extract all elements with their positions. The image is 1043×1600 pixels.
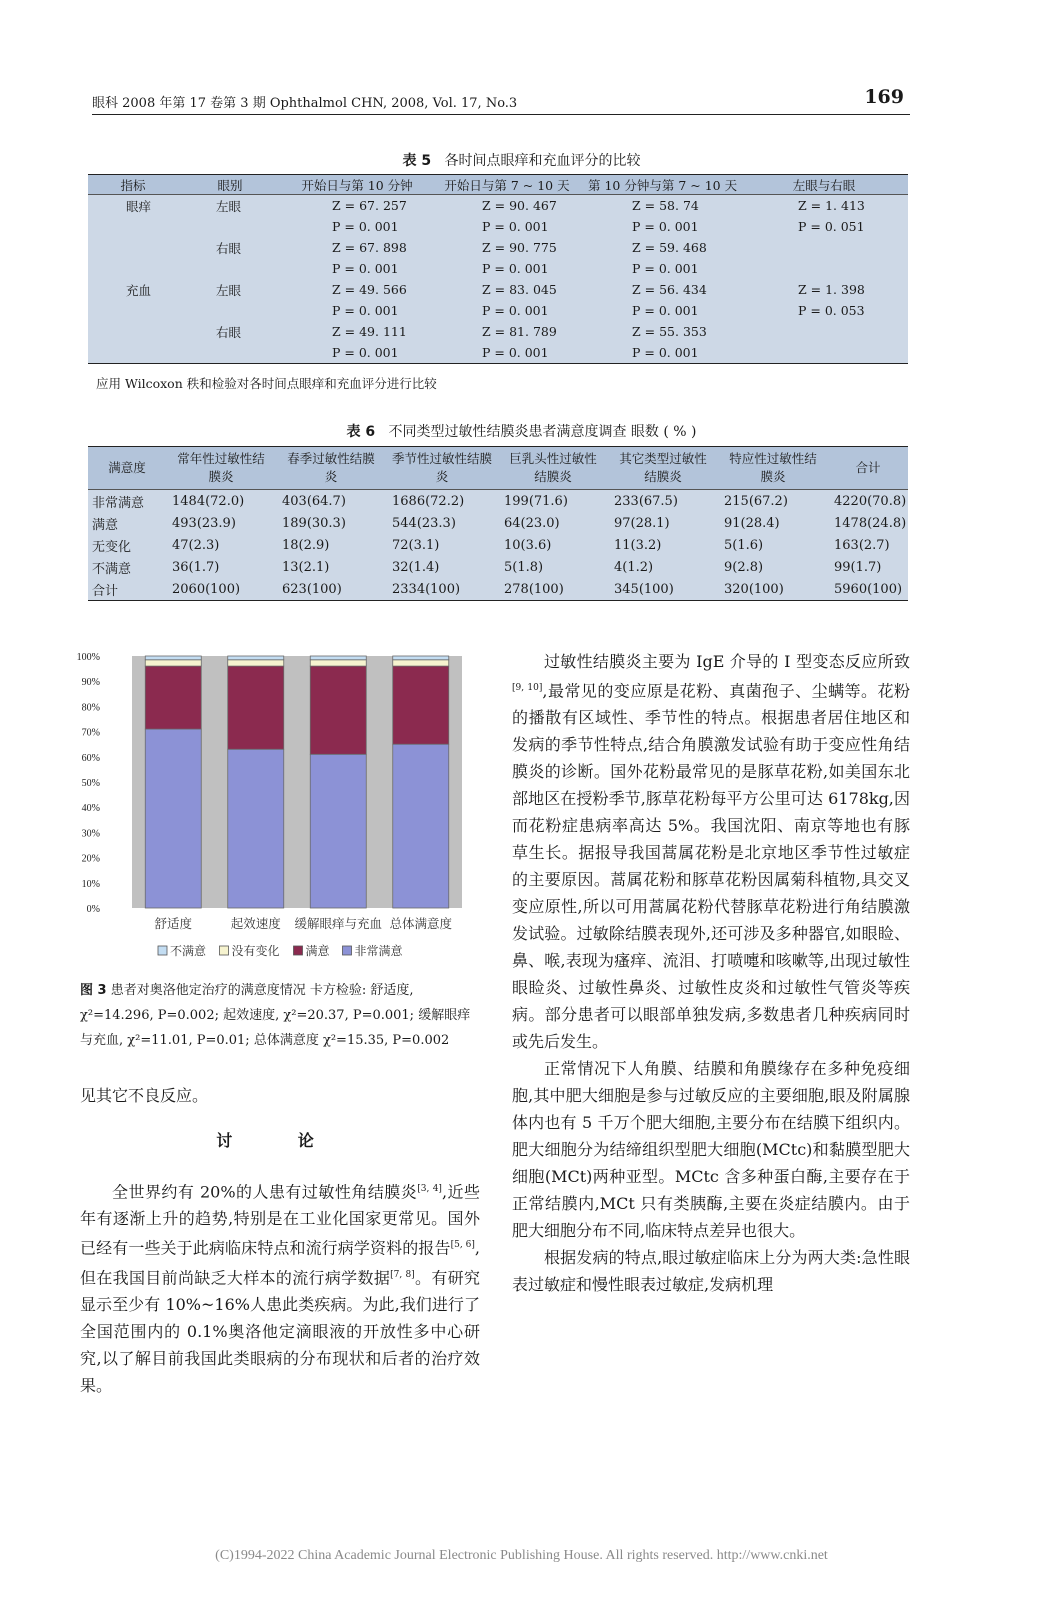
paragraph: 正常情况下人角膜、结膜和角膜缘存在多种免疫细胞,其中肥大细胞是参与过敏反应的主要细胞,眼及附属腺体内也有 5 千万个肥大细胞,主要分布在结膜下组织内。肥大细胞分为结缔组织型肥大细胞(MCtc)和黏膜型肥大细胞(MCt)两种亚型。MCtc 含多种蛋白酶,主要存在于正常结膜内,MCt 只有类胰酶,主要在炎症结膜内。由于肥大细胞分布不同,临床特点差异也很大。 bbox=[512, 1059, 910, 1241]
table6-col-header: 合计 bbox=[828, 447, 908, 490]
table6-cell: 10(3.6) bbox=[504, 537, 552, 553]
x-tick-label: 缓解眼痒与充血 bbox=[294, 916, 383, 931]
table5-row bbox=[88, 195, 908, 217]
table5-cell bbox=[740, 321, 908, 342]
table5-cell: P = 0. 001 bbox=[632, 303, 699, 318]
table5 bbox=[88, 174, 908, 364]
table5-header-row bbox=[88, 175, 908, 195]
figure3-label: 图 3 bbox=[80, 983, 107, 998]
legend-label: 非常满意 bbox=[354, 944, 403, 958]
table5-cell: P = 0. 053 bbox=[798, 303, 865, 318]
table5-cell: Z = 67. 898 bbox=[332, 240, 407, 255]
table6-cell: 163(2.7) bbox=[834, 537, 890, 553]
table5-cell: 右眼 bbox=[216, 324, 242, 340]
table6-cell: 1484(72.0) bbox=[172, 493, 245, 509]
table6-cell: 1686(72.2) bbox=[392, 493, 465, 509]
table6-cell: 无变化 bbox=[92, 539, 132, 555]
y-tick-label: 60% bbox=[81, 752, 100, 764]
bar-segment-不满意 bbox=[310, 656, 366, 660]
table5-cell: 充血 bbox=[126, 282, 152, 298]
y-tick-label: 70% bbox=[81, 727, 100, 739]
table5-col-header: 第 10 分钟与第 7 ~ 10 天 bbox=[582, 175, 740, 195]
table6-cell: 320(100) bbox=[718, 578, 828, 601]
table5-cell: Z = 1. 398 bbox=[798, 282, 865, 297]
citation: [7, 8] bbox=[390, 1269, 415, 1280]
y-tick-label: 100% bbox=[76, 652, 100, 663]
table5-cell bbox=[740, 342, 908, 364]
table5-col-header: 指标 bbox=[88, 175, 178, 195]
table5-cell: P = 0. 051 bbox=[798, 219, 865, 234]
table6-cell: 493(23.9) bbox=[172, 515, 236, 531]
bar-segment-不满意 bbox=[393, 656, 449, 660]
table5-cell: Z = 49. 566 bbox=[332, 282, 407, 297]
figure3-caption bbox=[80, 978, 476, 1053]
table5-label: 表 5 bbox=[402, 153, 432, 169]
paragraph: 根据发病的特点,眼过敏症临床上分为两大类:急性眼表过敏症和慢性眼表过敏症,发病机理 bbox=[512, 1248, 910, 1295]
table5-cell: P = 0. 001 bbox=[582, 342, 740, 364]
table6-cell: 403(64.7) bbox=[282, 493, 346, 509]
bar-segment-没有变化 bbox=[228, 660, 284, 666]
bar-segment-没有变化 bbox=[310, 660, 366, 666]
table5-cell bbox=[178, 300, 282, 321]
legend-label: 满意 bbox=[305, 944, 330, 958]
y-tick-label: 50% bbox=[81, 778, 100, 789]
bar-segment-不满意 bbox=[145, 656, 201, 660]
table6-col-header: 巨乳头性过敏性结膜炎 bbox=[498, 447, 608, 490]
table5-cell bbox=[88, 342, 178, 364]
x-tick-label: 起效速度 bbox=[230, 916, 281, 931]
bar-segment-不满意 bbox=[228, 656, 284, 660]
table5-cell bbox=[740, 258, 908, 279]
table6-cell: 9(2.8) bbox=[724, 559, 764, 575]
table5-cell: Z = 81. 789 bbox=[482, 324, 557, 339]
y-tick-label: 10% bbox=[81, 878, 100, 890]
table5-cell: P = 0. 001 bbox=[332, 261, 399, 276]
running-head: 眼科 2008 年第 17 卷第 3 期 Ophthalmol CHN, 2008, Vol. 17, No.3 bbox=[92, 96, 518, 111]
table6-col-header: 春季过敏性结膜炎 bbox=[276, 447, 386, 490]
figure3-caption-text: 患者对奥洛他定治疗的满意度情况 卡方检验: 舒适度, χ²=14.296, P=0.002; 起效速度, χ²=20.37, P=0.001; 缓解眼痒与充血, χ²=11.01, P=0.01; 总体满意度 χ²=15.35, P=0.002 bbox=[80, 983, 471, 1048]
table5-row bbox=[88, 300, 908, 321]
y-tick-label: 80% bbox=[81, 702, 100, 714]
table5-cell: Z = 49. 111 bbox=[332, 324, 407, 339]
paragraph: 全世界约有 20%的人患有过敏性角结膜炎[3, 4],近些年有逐渐上升的趋势,特别是在工业化国家更常见。国外已经有一些关于此病临床特点和流行病学资料的报告[5, 6],但在我国目前尚缺乏大样本的流行病学数据[7, 8]。有研究显示至少有 10%~16%人患此类疾病。为此,我们进行了全国范围内的 0.1%奥洛他定滴眼液的开放性多中心研究,以了解目前我国此类眼病的分布现状和后者的治疗效果。 bbox=[80, 1182, 480, 1395]
table6-cell: 不满意 bbox=[92, 561, 132, 577]
table5-cell: Z = 56. 434 bbox=[632, 282, 707, 297]
table5-col-header: 眼别 bbox=[178, 175, 282, 195]
table6-cell: 4(1.2) bbox=[614, 559, 654, 575]
table5-cell bbox=[178, 258, 282, 279]
table6-cell: 非常满意 bbox=[92, 495, 145, 511]
table6-label: 表 6 bbox=[346, 424, 376, 440]
table5-cell: 左眼 bbox=[216, 282, 242, 298]
table5-col-header: 开始日与第 7 ~ 10 天 bbox=[432, 175, 582, 195]
legend-swatch bbox=[220, 946, 229, 955]
legend-swatch bbox=[343, 946, 352, 955]
table6-cell: 18(2.9) bbox=[282, 537, 330, 553]
table5-title: 各时间点眼痒和充血评分的比较 bbox=[444, 153, 641, 169]
table6-col-header: 其它类型过敏性结膜炎 bbox=[608, 447, 718, 490]
table6-cell: 4220(70.8) bbox=[834, 493, 907, 509]
y-tick-label: 40% bbox=[81, 803, 100, 815]
table6-col-header: 特应性过敏性结膜炎 bbox=[718, 447, 828, 490]
table5-cell: Z = 59. 468 bbox=[632, 240, 707, 255]
table6-cell: 11(3.2) bbox=[614, 537, 662, 553]
legend-swatch bbox=[294, 946, 303, 955]
table6-row bbox=[88, 490, 908, 513]
table5-cell: Z = 90. 775 bbox=[482, 240, 557, 255]
table5-cell: Z = 58. 74 bbox=[632, 198, 699, 213]
table6-cell: 189(30.3) bbox=[282, 515, 346, 531]
table6-cell: 544(23.3) bbox=[392, 515, 456, 531]
table5-cell bbox=[88, 216, 178, 237]
table6-row bbox=[88, 578, 908, 601]
y-tick-label: 90% bbox=[81, 677, 100, 689]
table5-cell: P = 0. 001 bbox=[482, 219, 549, 234]
table5-row bbox=[88, 321, 908, 342]
table5-cell: Z = 55. 353 bbox=[632, 324, 707, 339]
table6-cell: 32(1.4) bbox=[392, 559, 440, 575]
table5-row bbox=[88, 279, 908, 300]
table5-cell: P = 0. 001 bbox=[432, 342, 582, 364]
table6-cell: 278(100) bbox=[498, 578, 608, 601]
table5-col-header: 开始日与第 10 分钟 bbox=[282, 175, 432, 195]
table5-row bbox=[88, 216, 908, 237]
table5-cell: P = 0. 001 bbox=[632, 261, 699, 276]
bar-segment-非常满意 bbox=[393, 744, 449, 908]
running-header bbox=[92, 86, 910, 115]
table6-caption bbox=[0, 421, 1043, 441]
table5-cell: 眼痒 bbox=[126, 198, 152, 214]
table6-cell: 5960(100) bbox=[828, 578, 908, 601]
table6-col-header: 常年性过敏性结膜炎 bbox=[166, 447, 276, 490]
table6-cell: 199(71.6) bbox=[504, 493, 568, 509]
table6-cell: 合计 bbox=[88, 578, 166, 601]
bar-segment-满意 bbox=[145, 666, 201, 729]
table5-cell: 右眼 bbox=[216, 240, 242, 256]
table6-cell: 97(28.1) bbox=[614, 515, 670, 531]
bar-segment-满意 bbox=[228, 666, 284, 749]
table6-cell: 13(2.1) bbox=[282, 559, 330, 575]
table5-cell: P = 0. 001 bbox=[332, 303, 399, 318]
legend-label: 不满意 bbox=[170, 944, 207, 958]
table5-cell bbox=[88, 237, 178, 258]
table6-cell: 215(67.2) bbox=[724, 493, 788, 509]
citation: [9, 10] bbox=[512, 683, 543, 693]
table6-cell: 5(1.8) bbox=[504, 559, 544, 575]
table6-cell: 47(2.3) bbox=[172, 537, 220, 553]
table5-cell: P = 0. 001 bbox=[632, 219, 699, 234]
table5-note: 应用 Wilcoxon 秩和检验对各时间点眼痒和充血评分进行比较 bbox=[96, 376, 437, 391]
table5-cell: Z = 90. 467 bbox=[482, 198, 557, 213]
table5-caption bbox=[0, 150, 1043, 170]
table5-cell bbox=[178, 342, 282, 364]
page-number: 169 bbox=[864, 86, 904, 108]
bar-segment-没有变化 bbox=[393, 660, 449, 666]
table5-cell: P = 0. 001 bbox=[282, 342, 432, 364]
table6-col-header: 满意度 bbox=[88, 447, 166, 490]
table5-col-header: 左眼与右眼 bbox=[740, 175, 908, 195]
copyright-footer: (C)1994-2022 China Academic Journal Electronic Publishing House. All rights reserved. http://www.cnki.net bbox=[215, 1548, 828, 1563]
table6-cell: 36(1.7) bbox=[172, 559, 220, 575]
table5-row bbox=[88, 258, 908, 279]
figure3-chart bbox=[72, 648, 472, 968]
bar-segment-非常满意 bbox=[310, 754, 366, 908]
table6-cell: 1478(24.8) bbox=[834, 515, 907, 531]
table5-row bbox=[88, 237, 908, 258]
table5-cell: Z = 83. 045 bbox=[482, 282, 557, 297]
legend-label: 没有变化 bbox=[231, 944, 280, 958]
bar-segment-非常满意 bbox=[228, 749, 284, 908]
table5-row bbox=[88, 342, 908, 364]
bar-segment-满意 bbox=[393, 666, 449, 744]
y-tick-label: 20% bbox=[81, 853, 100, 865]
table6-row bbox=[88, 512, 908, 534]
table6-cell: 满意 bbox=[92, 517, 119, 533]
table5-cell: P = 0. 001 bbox=[332, 219, 399, 234]
y-tick-label: 30% bbox=[81, 828, 100, 840]
table6-row bbox=[88, 534, 908, 556]
legend-swatch bbox=[158, 946, 167, 955]
table5-cell bbox=[740, 237, 908, 258]
bar-segment-满意 bbox=[310, 666, 366, 754]
table6-cell: 91(28.4) bbox=[724, 515, 780, 531]
bar-segment-没有变化 bbox=[145, 660, 201, 666]
table6-col-header: 季节性过敏性结膜炎 bbox=[386, 447, 498, 490]
table5-cell bbox=[178, 216, 282, 237]
table5-cell: Z = 1. 413 bbox=[798, 198, 865, 213]
table5-cell: P = 0. 001 bbox=[482, 261, 549, 276]
table5-cell: 左眼 bbox=[216, 198, 242, 214]
paragraph: 见其它不良反应。 bbox=[80, 1086, 209, 1105]
table5-cell: P = 0. 001 bbox=[482, 303, 549, 318]
table6-cell: 2334(100) bbox=[386, 578, 498, 601]
table5-cell bbox=[88, 258, 178, 279]
table6-cell: 5(1.6) bbox=[724, 537, 764, 553]
x-tick-label: 总体满意度 bbox=[389, 916, 453, 931]
table6-cell: 345(100) bbox=[608, 578, 718, 601]
table6-cell: 72(3.1) bbox=[392, 537, 440, 553]
citation: [5, 6] bbox=[450, 1240, 475, 1251]
table6-cell: 623(100) bbox=[276, 578, 386, 601]
table5-cell bbox=[88, 300, 178, 321]
x-tick-label: 舒适度 bbox=[154, 916, 193, 931]
table6-title: 不同类型过敏性结膜炎患者满意度调查 眼数 ( % ) bbox=[388, 424, 697, 440]
y-tick-label: 0% bbox=[86, 904, 100, 915]
paragraph: 过敏性结膜炎主要为 IgE 介导的 Ⅰ 型变态反应所致[9, 10],最常见的变应原是花粉、真菌孢子、尘螨等。花粉的播散有区域性、季节性的特点。根据患者居住地区和发病的季节性特点,结合角膜激发试验有助于变应性角结膜炎的诊断。国外花粉最常见的是豚草花粉,如美国东北部地区在授粉季节,豚草花粉每平方公里可达 6178kg,因而花粉症患病率高达 5%。我国沈阳、南京等地也有豚草生长。据报导我国蒿属花粉是北京地区季节性过敏症的主要原因。蒿属花粉和豚草花粉因属菊科植物,具交叉变应原性,所以可用蒿属花粉代替豚草花粉进行角结膜激发试验。过敏除结膜表现外,还可涉及多种器官,如眼睑、鼻、喉,表现为瘙痒、流泪、打喷嚏和咳嗽等,出现过敏性眼睑炎、过敏性鼻炎、过敏性皮炎和过敏性气管炎等疾病。部分患者可以眼部单独发病,多数患者几种疾病同时或先后发生。 bbox=[512, 652, 910, 1052]
table6-cell: 64(23.0) bbox=[504, 515, 560, 531]
table6-header-row bbox=[88, 447, 908, 490]
table5-cell bbox=[88, 321, 178, 342]
citation: [3, 4] bbox=[417, 1184, 442, 1194]
table6-cell: 99(1.7) bbox=[834, 559, 882, 575]
section-heading: 讨 论 bbox=[216, 1131, 344, 1150]
bar-segment-非常满意 bbox=[145, 729, 201, 908]
left-column-text bbox=[80, 1082, 480, 1399]
table6 bbox=[88, 446, 908, 601]
table6-cell: 233(67.5) bbox=[614, 493, 678, 509]
table6-row bbox=[88, 556, 908, 578]
table5-cell: Z = 67. 257 bbox=[332, 198, 407, 213]
right-column-text bbox=[512, 648, 910, 1298]
table6-cell: 2060(100) bbox=[166, 578, 276, 601]
